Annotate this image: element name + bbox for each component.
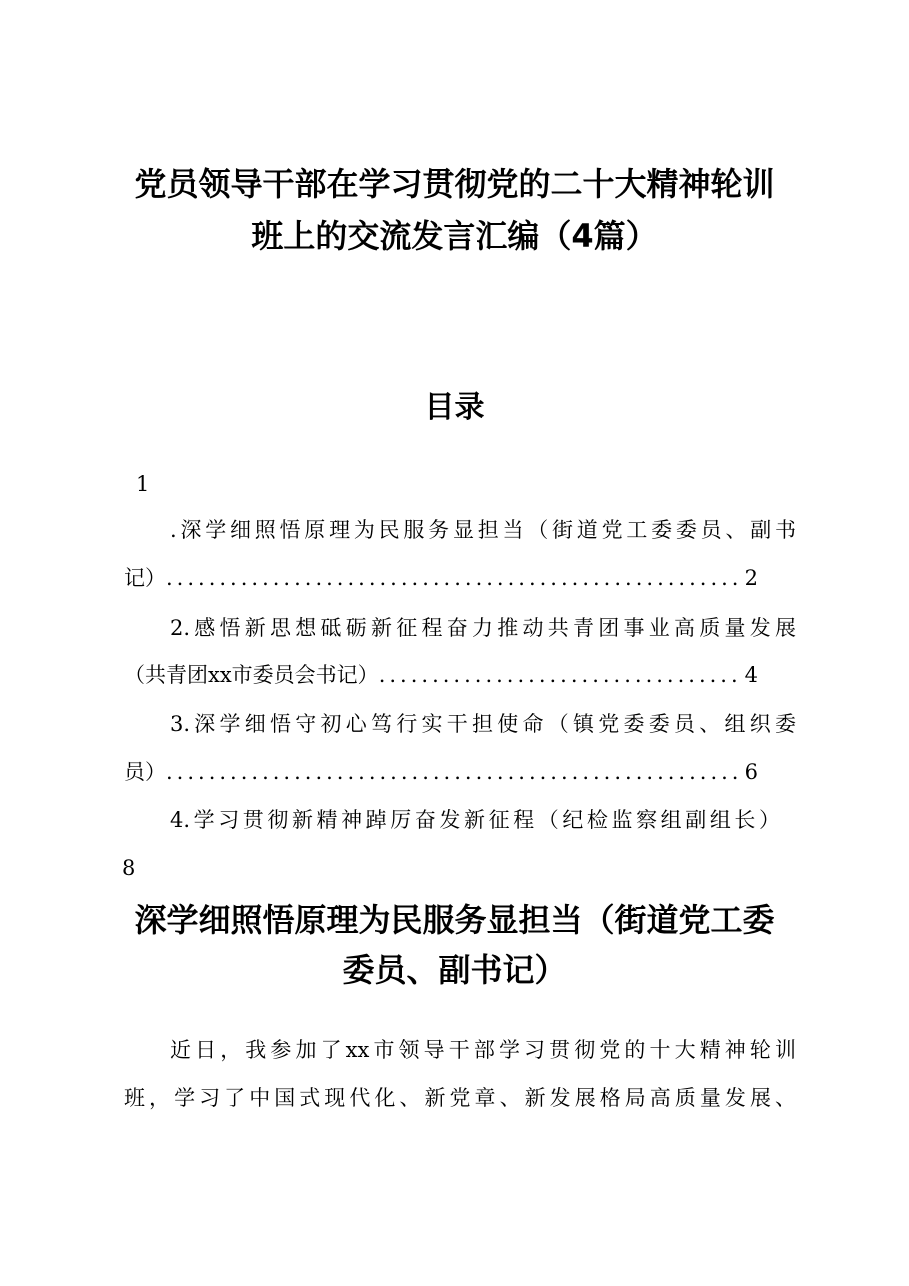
toc-entry-4-page[interactable]: 8 bbox=[122, 856, 136, 880]
toc-entry-2-line-1[interactable]: 2.感悟新思想砥砺新征程奋力推动共青团事业高质量发展 bbox=[170, 616, 796, 640]
toc-heading: 目录 bbox=[424, 390, 485, 425]
toc-entry-3-page: 6 bbox=[744, 760, 758, 784]
toc-dot-leader bbox=[166, 568, 743, 589]
document-title-line-1: 党员领导干部在学习贯彻党的二十大精神轮训 bbox=[134, 165, 775, 203]
toc-entry-3-tail: 员） bbox=[124, 760, 166, 784]
toc-dot-leader bbox=[379, 665, 743, 686]
body-paragraph-line-2: 班，学习了中国式现代化、新党章、新发展格局高质量发展、 bbox=[124, 1086, 796, 1110]
section-title-line-2: 委员、副书记） bbox=[342, 951, 567, 989]
toc-dot-leader bbox=[166, 762, 743, 783]
toc-number: 1 bbox=[136, 472, 150, 496]
document-title-line-2: 班上的交流发言汇编（4篇） bbox=[251, 217, 658, 255]
toc-entry-1-line-2[interactable] bbox=[124, 568, 758, 589]
toc-entry-1-tail: 记） bbox=[124, 566, 166, 590]
toc-entry-4-line-1[interactable]: 4.学习贯彻新精神踔厉奋发新征程（纪检监察组副组长） bbox=[170, 808, 780, 832]
toc-entry-2-line-2[interactable] bbox=[124, 665, 758, 686]
section-title-line-1: 深学细照悟原理为民服务显担当（街道党工委 bbox=[134, 901, 775, 939]
body-paragraph-line-1: 近日，我参加了xx市领导干部学习贯彻党的十大精神轮训 bbox=[170, 1038, 796, 1062]
toc-entry-3-line-2[interactable] bbox=[124, 762, 758, 783]
toc-entry-2-tail: （共青团xx市委员会书记） bbox=[124, 663, 379, 687]
toc-entry-2-page: 4 bbox=[744, 663, 758, 687]
toc-entry-3-line-1[interactable]: 3.深学细悟守初心笃行实干担使命（镇党委委员、组织委 bbox=[170, 712, 796, 736]
toc-entry-1-line-1[interactable]: .深学细照悟原理为民服务显担当（街道党工委委员、副书 bbox=[170, 518, 796, 542]
toc-entry-1-page: 2 bbox=[744, 566, 758, 590]
